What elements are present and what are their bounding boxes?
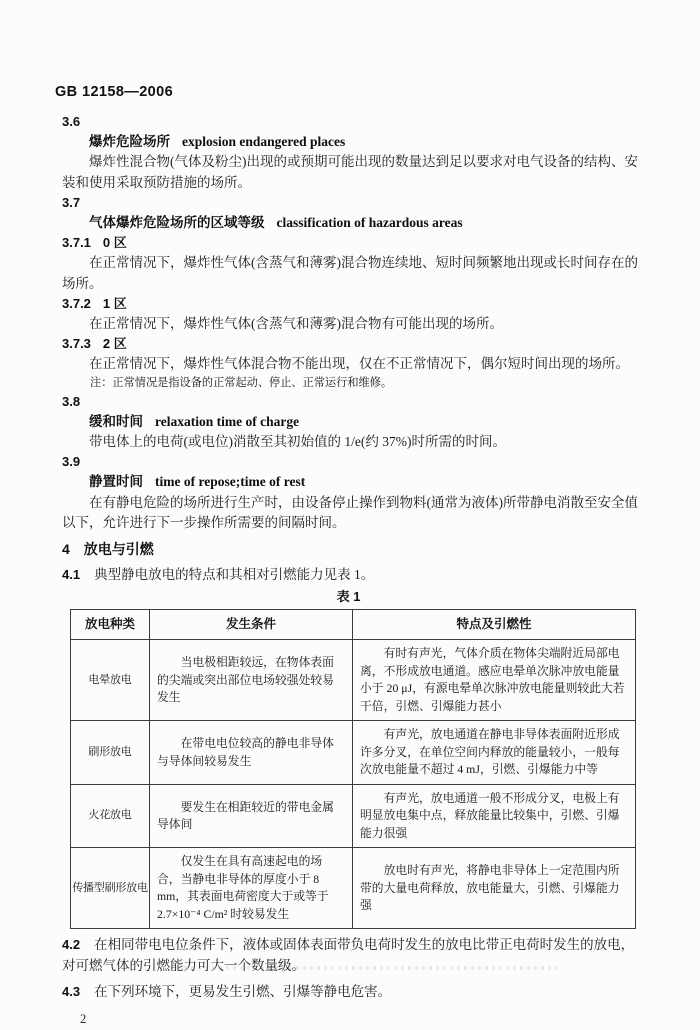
table-row [71, 721, 636, 785]
clause-number: 4.3 [62, 983, 81, 999]
cell-condition: 当电极相距较远，在物体表面的尖端或突出部位电场较强处较易发生 [150, 640, 353, 721]
table-1 [70, 609, 636, 929]
cell-characteristics: 放电时有声光，将静电非导体上一定范围内所带的大量电荷释放，放电能量大，引燃、引爆能力强 [353, 848, 636, 929]
clause-number: 3.7.2 [62, 295, 91, 311]
table-header-characteristics: 特点及引燃性 [353, 610, 636, 640]
clause-number-3-7: 3.7 [62, 194, 81, 210]
term-zh: 爆炸危险场所 [89, 134, 170, 150]
cell-discharge-type: 刷形放电 [71, 721, 150, 785]
definition-3-7-3: 在正常情况下，爆炸性气体混合物不能出现，仅在不正常情况下，偶尔短时间出现的场所。 [89, 356, 629, 372]
term-en: time of repose;time of rest [155, 474, 306, 490]
term-3-8 [62, 412, 640, 432]
term-en: relaxation time of charge [155, 413, 300, 429]
clause-4-1 [62, 565, 640, 585]
cell-characteristics: 有时有声光，气体介质在物体尖端附近局部电离，不形成放电通道。感应电晕单次脉冲放电能量小于 20 μJ，有源电晕单次脉冲放电能量则较此大若干倍，引燃、引爆能力甚小 [353, 640, 636, 721]
clause-number-3-9: 3.9 [62, 454, 81, 470]
clause-number-3-8: 3.8 [62, 393, 81, 409]
zone-label: 0 区 [102, 235, 127, 251]
term-zh: 缓和时间 [89, 413, 143, 429]
cell-condition: 在带电电位较高的静电非导体与导体间较易发生 [150, 721, 353, 785]
clause-3-7-3 [62, 334, 640, 354]
section-4-heading [62, 539, 640, 559]
clause-text: 在相同带电电位条件下，液体或固体表面带负电荷时发生的放电比带正电荷时发生的放电，对可燃气体的引燃能力可大一个数量级。 [62, 937, 635, 973]
note-3-7-3: 注：正常情况是指设备的正常起动、停止、正常运行和维修。 [90, 376, 393, 389]
table-header-discharge-type: 放电种类 [71, 610, 150, 640]
page-number: 2 [80, 1012, 87, 1027]
page-content [62, 112, 640, 1029]
cell-characteristics: 有声光，放电通道一般不形成分叉，电极上有明显放电集中点，释放能量比较集中，引燃、引爆能力很强 [353, 784, 636, 848]
definition-3-8: 带电体上的电荷(或电位)消散至其初始值的 1/e(约 37%)时所需的时间。 [89, 434, 506, 450]
standard-code: GB 12158—2006 [55, 84, 174, 100]
definition-3-7-1: 在正常情况下，爆炸性气体(含蒸气和薄雾)混合物连续地、短时间频繁地出现或长时间存在的场所。 [62, 255, 638, 291]
definition-3-6: 爆炸性混合物(气体及粉尘)出现的或预期可能出现的数量达到足以要求对电气设备的结构、安装和使用采取预防措施的场所。 [62, 154, 638, 190]
term-zh: 气体爆炸危险场所的区域等级 [89, 215, 265, 231]
table-row [71, 640, 636, 721]
clause-number: 4.1 [62, 567, 81, 583]
cell-condition: 仅发生在具有高速起电的场合，当静电非导体的厚度小于 8 mm，其表面电荷密度大于或等于 2.7×10⁻⁴ C/m² 时较易发生 [150, 848, 353, 929]
table-1-caption: 表 1 [336, 589, 361, 605]
definition-3-7-2: 在正常情况下，爆炸性气体(含蒸气和薄雾)混合物有可能出现的场所。 [89, 316, 503, 332]
term-3-7 [62, 213, 640, 233]
clause-text: 在下列环境下，更易发生引燃、引爆等静电危害。 [94, 983, 392, 999]
cell-discharge-type: 传播型刷形放电 [71, 848, 150, 929]
clause-4-3 [62, 982, 640, 1002]
cell-characteristics: 有声光，放电通道在静电非导体表面附近形成许多分叉，在单位空间内释放的能量较小，一般每次放电能量不超过 4 mJ，引燃、引爆能力中等 [353, 721, 636, 785]
table-row [71, 784, 636, 848]
clause-number: 3.7.3 [62, 336, 91, 352]
zone-label: 1 区 [102, 295, 127, 311]
table-header-condition: 发生条件 [150, 610, 353, 640]
scan-artifact [170, 966, 560, 970]
term-3-9 [62, 472, 640, 492]
section-number: 4 [62, 541, 70, 558]
term-3-6 [62, 132, 640, 152]
clause-3-7-1 [62, 233, 640, 253]
cell-condition: 要发生在相距较近的带电金属导体间 [150, 784, 353, 848]
table-row [71, 848, 636, 929]
clause-number: 4.2 [62, 937, 81, 953]
term-en: classification of hazardous areas [276, 215, 463, 231]
table-header-row [71, 610, 636, 640]
clause-number: 3.7.1 [62, 235, 91, 251]
clause-text: 典型静电放电的特点和其相对引燃能力见表 1。 [94, 567, 375, 583]
zone-label: 2 区 [102, 336, 127, 352]
definition-3-9: 在有静电危险的场所进行生产时，由设备停止操作到物料(通常为液体)所带静电消散至安全值以下，允许进行下一步操作所需要的间隔时间。 [62, 494, 638, 530]
cell-discharge-type: 电晕放电 [71, 640, 150, 721]
term-en: explosion endangered places [182, 134, 346, 150]
clause-3-7-2 [62, 294, 640, 314]
section-title: 放电与引燃 [83, 541, 154, 558]
cell-discharge-type: 火花放电 [71, 784, 150, 848]
term-zh: 静置时间 [89, 474, 143, 490]
clause-number-3-6: 3.6 [62, 114, 81, 129]
